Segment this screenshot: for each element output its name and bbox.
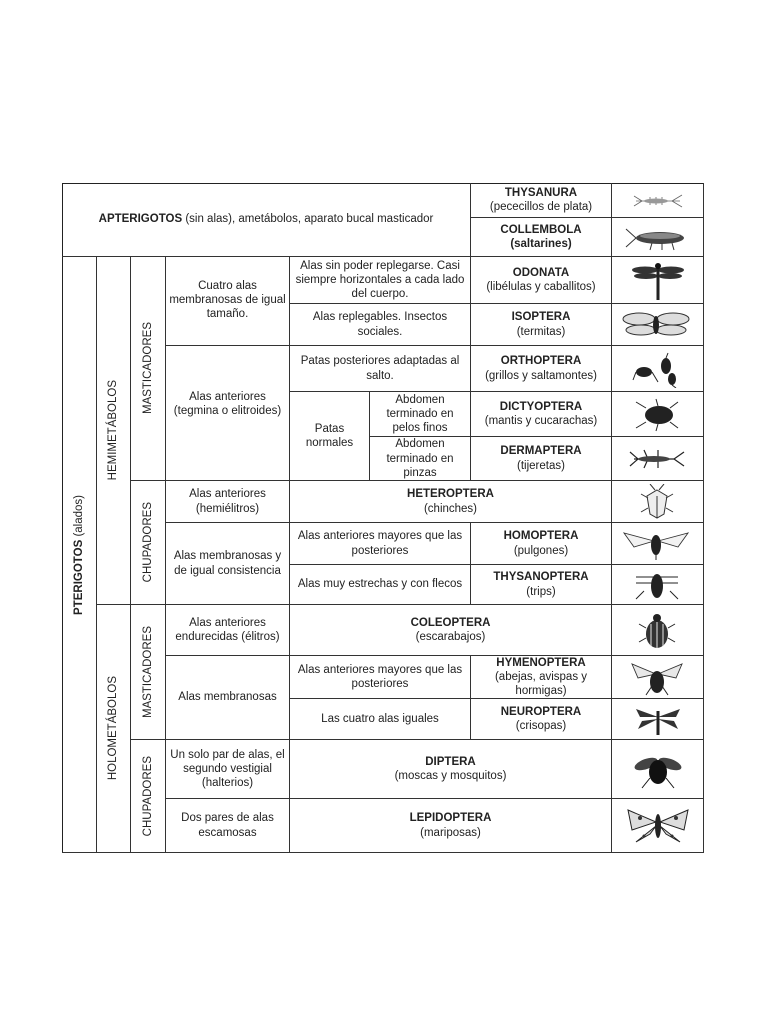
holo-masticadores-label: MASTICADORES xyxy=(131,605,166,740)
hemimetabolos-label: HEMIMETÁBOLOS xyxy=(97,257,131,605)
desc-mayores-1: Alas anteriores mayores que las posteriores xyxy=(290,523,471,565)
order-orthoptera: ORTHOPTERA (grillos y saltamontes) xyxy=(471,346,612,392)
desc-membranosas-consistencia: Alas membranosas y de igual consistencia xyxy=(166,523,290,605)
order-name: COLLEMBOLA xyxy=(500,223,582,236)
order-dermaptera: DERMAPTERA (tijeretas) xyxy=(471,437,612,481)
order-dictyoptera: DICTYOPTERA (mantis y cucarachas) xyxy=(471,392,612,437)
desc-estrechas: Alas muy estrechas y con flecos xyxy=(290,565,471,605)
pterigotos-title: PTERIGOTOS xyxy=(72,539,85,615)
order-name: THYSANURA xyxy=(504,186,578,199)
desc-patas-normales: Patas normales xyxy=(290,392,370,481)
apterigotos-title: APTERIGOTOS xyxy=(98,213,183,226)
order-thysanoptera: THYSANOPTERA (trips) xyxy=(471,565,612,605)
desc-dos-pares: Dos pares de alas escamosas xyxy=(166,799,290,853)
hemi-chupadores-label: CHUPADORES xyxy=(131,481,166,605)
desc-un-solo-par: Un solo par de alas, el segundo vestigial (halterios) xyxy=(166,740,290,799)
pterigotos-label xyxy=(62,257,97,853)
order-homoptera: HOMOPTERA (pulgones) xyxy=(471,523,612,565)
order-diptera: DIPTERA (moscas y mosquitos) xyxy=(290,740,612,799)
bug-icon xyxy=(640,484,674,520)
order-isoptera: ISOPTERA (termitas) xyxy=(471,304,612,346)
order-odonata: ODONATA (libélulas y caballitos) xyxy=(471,257,612,304)
earwig-icon xyxy=(628,444,686,474)
dragonfly-icon xyxy=(630,261,686,301)
desc-membranosas: Alas membranosas xyxy=(166,656,290,740)
desc-mayores-2: Alas anteriores mayores que las posteriores xyxy=(290,656,471,699)
desc-cuatro-alas: Cuatro alas membranosas de igual tamaño. xyxy=(166,257,290,346)
order-neuroptera: NEUROPTERA (crisopas) xyxy=(471,699,612,740)
aphid-icon xyxy=(622,527,690,561)
desc-sin-replegarse: Alas sin poder replegarse. Casi siempre horizontales a cada lado del cuerpo. xyxy=(290,257,471,304)
desc-abdomen-pinzas: Abdomen terminado en pinzas xyxy=(370,437,471,481)
hemi-masticadores-label: MASTICADORES xyxy=(131,257,166,481)
order-hymenoptera: HYMENOPTERA (abejas, avispas y hormigas) xyxy=(471,656,612,699)
fly-icon xyxy=(632,748,684,790)
holometabolos-label: HOLOMETÁBOLOS xyxy=(97,605,131,853)
desc-tegmina: Alas anteriores (tegmina o elitroides) xyxy=(166,346,290,481)
wasp-icon xyxy=(628,660,686,696)
termite-icon xyxy=(622,308,690,342)
cricket-icon xyxy=(632,352,682,388)
lacewing-icon xyxy=(632,703,684,737)
desc-patas-posteriores: Patas posteriores adaptadas al salto. xyxy=(290,346,471,392)
order-collembola xyxy=(471,218,612,257)
apterigotos-subtitle: (sin alas), ametábolos, aparato bucal masticador xyxy=(182,213,434,226)
moth-icon xyxy=(626,804,690,848)
springtail-icon xyxy=(622,223,694,253)
silverfish-icon xyxy=(632,190,684,212)
desc-las-cuatro: Las cuatro alas iguales xyxy=(290,699,471,740)
order-lepidoptera: LEPIDOPTERA (mariposas) xyxy=(290,799,612,853)
apterigotos-description xyxy=(62,183,471,257)
desc-hemielitros: Alas anteriores (hemiélitros) xyxy=(166,481,290,523)
beetle-icon xyxy=(638,610,676,652)
desc-replegables: Alas replegables. Insectos sociales. xyxy=(290,304,471,346)
order-thysanura xyxy=(471,183,612,218)
order-common-name: (pececillos de plata) xyxy=(489,201,593,213)
pterigotos-subtitle: (alados) xyxy=(72,494,85,540)
order-coleoptera: COLEOPTERA (escarabajos) xyxy=(290,605,612,656)
thrips-icon xyxy=(630,569,684,601)
order-heteroptera: HETEROPTERA (chinches) xyxy=(290,481,612,523)
cockroach-icon xyxy=(634,398,682,432)
desc-abdomen-pelos: Abdomen terminado en pelos finos xyxy=(370,392,471,437)
holo-chupadores-label: CHUPADORES xyxy=(131,740,166,853)
desc-endurecidas: Alas anteriores endurecidas (élitros) xyxy=(166,605,290,656)
order-common-name: (saltarines) xyxy=(510,238,572,250)
